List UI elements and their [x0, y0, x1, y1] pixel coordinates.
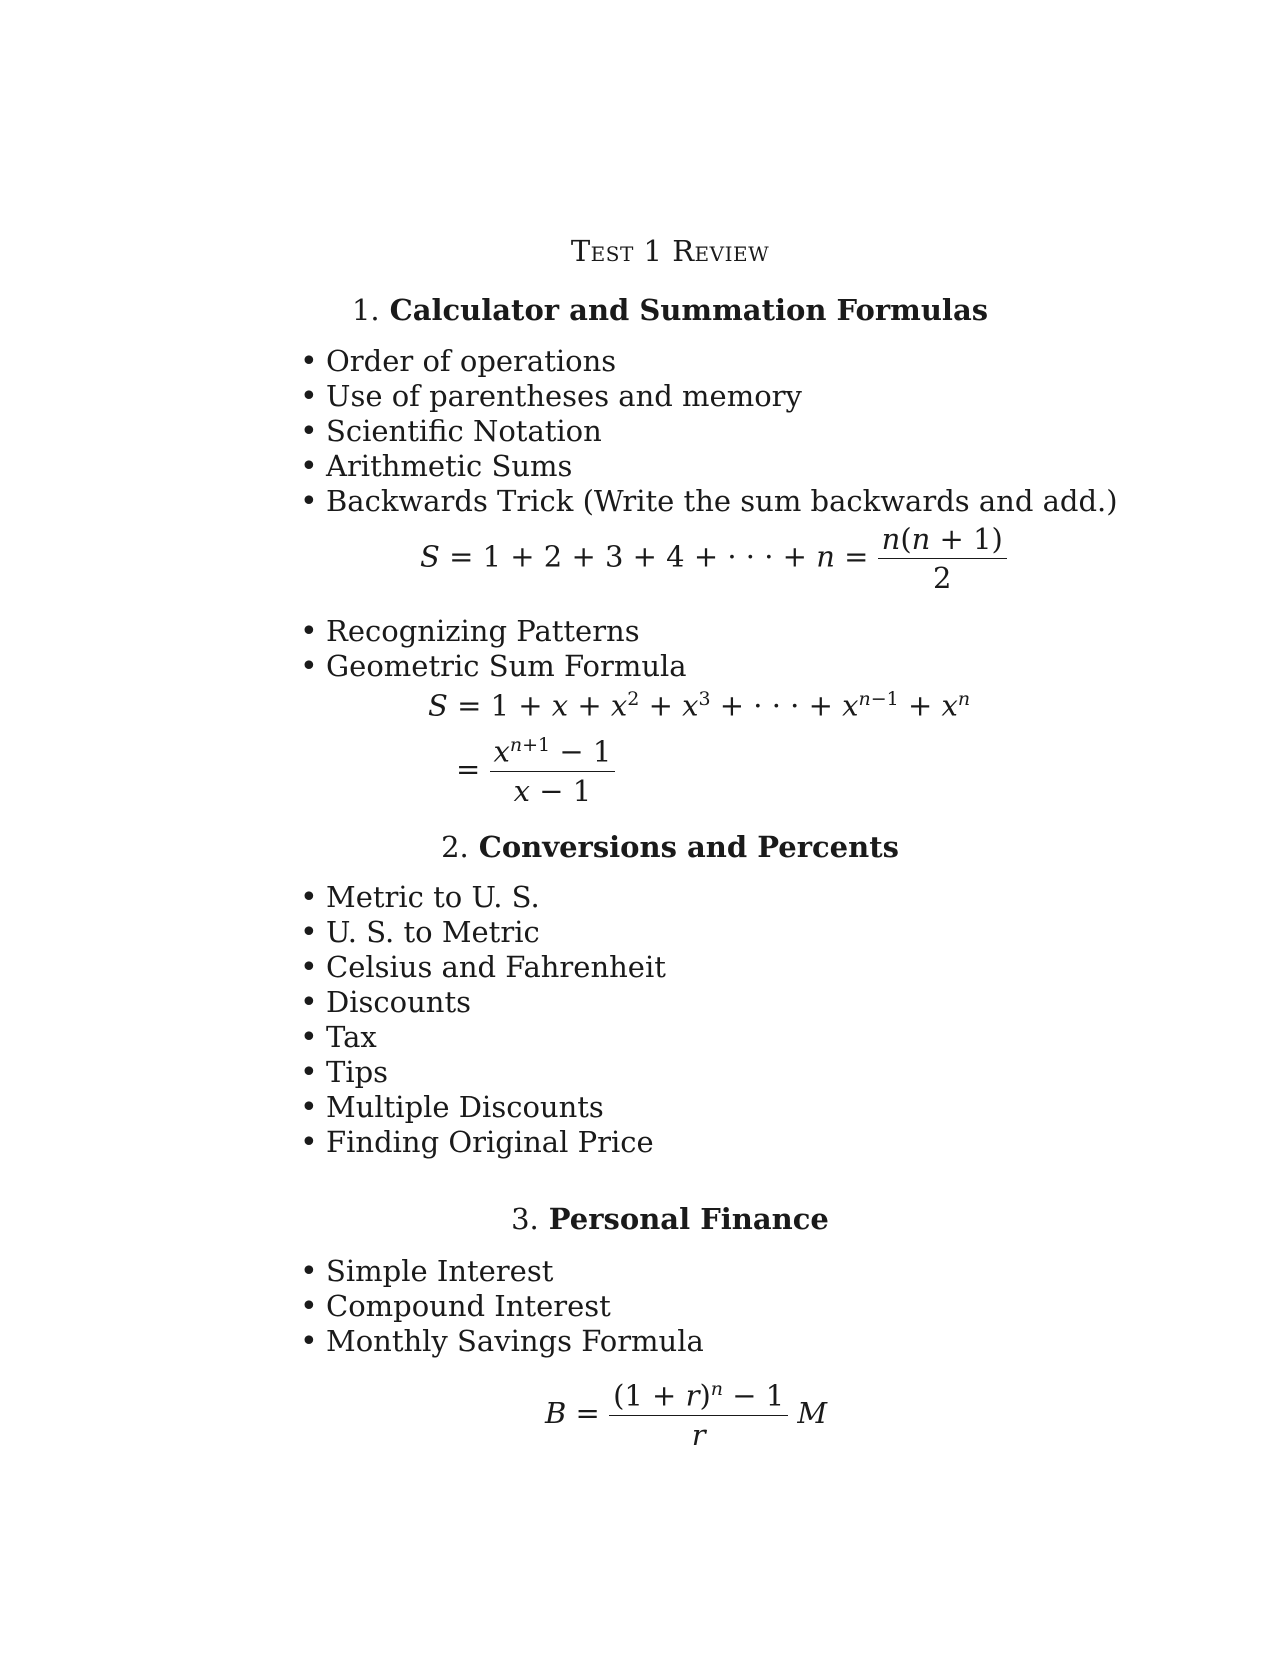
list-item: • Discounts [300, 985, 666, 1020]
section-3-list [300, 1254, 704, 1359]
section-number: 1. [351, 293, 380, 327]
section-2-list [300, 880, 666, 1160]
list-item: • Use of parentheses and memory [300, 379, 1118, 414]
list-item: • U. S. to Metric [300, 915, 666, 950]
list-item: • Compound Interest [300, 1289, 704, 1324]
list-item: • Multiple Discounts [300, 1090, 666, 1125]
list-item: • Celsius and Fahrenheit [300, 950, 666, 985]
list-item: • Tips [300, 1055, 666, 1090]
monthly-savings-formula: B = $\frac{(1 + r)^n - 1}{r}$ M [545, 1378, 828, 1452]
list-item: • Tax [300, 1020, 666, 1055]
list-item: • Order of operations [300, 344, 1118, 379]
page-title: Test 1 Review [570, 234, 770, 268]
arithmetic-sum-formula: S = 1 + 2 + 3 + 4 + · · · + n = $\frac{n(n + 1)}{2}$ [420, 522, 1007, 595]
geometric-sum-line-2: = $\frac{x^{n+1} - 1}{x - 1}$ [456, 734, 615, 808]
section-1-list-a [300, 344, 1118, 519]
list-item: • Backwards Trick (Write the sum backwards and add.) [300, 484, 1118, 519]
list-item: • Finding Original Price [300, 1125, 666, 1160]
list-item: • Monthly Savings Formula [300, 1324, 704, 1359]
section-heading-3 [0, 1202, 1280, 1236]
geometric-sum-line-1: $S = 1 + x + x^2 + x^3$ + · · · + $x^{n-1} + x^n$ [428, 688, 971, 723]
section-name: Calculator and Summation Formulas [389, 293, 989, 327]
list-item: • Geometric Sum Formula [300, 649, 687, 684]
list-item: • Recognizing Patterns [300, 614, 687, 649]
list-item: • Metric to U. S. [300, 880, 666, 915]
section-number: 2. [441, 830, 469, 864]
section-heading-1 [0, 293, 1280, 327]
section-heading-2 [0, 830, 1280, 864]
section-number: 3. [511, 1202, 539, 1236]
list-item: • Scientific Notation [300, 414, 1118, 449]
list-item: • Arithmetic Sums [300, 449, 1118, 484]
list-item: • Simple Interest [300, 1254, 704, 1289]
section-name: Personal Finance [548, 1202, 829, 1236]
section-1-list-b [300, 614, 687, 684]
section-name: Conversions and Percents [478, 830, 899, 864]
